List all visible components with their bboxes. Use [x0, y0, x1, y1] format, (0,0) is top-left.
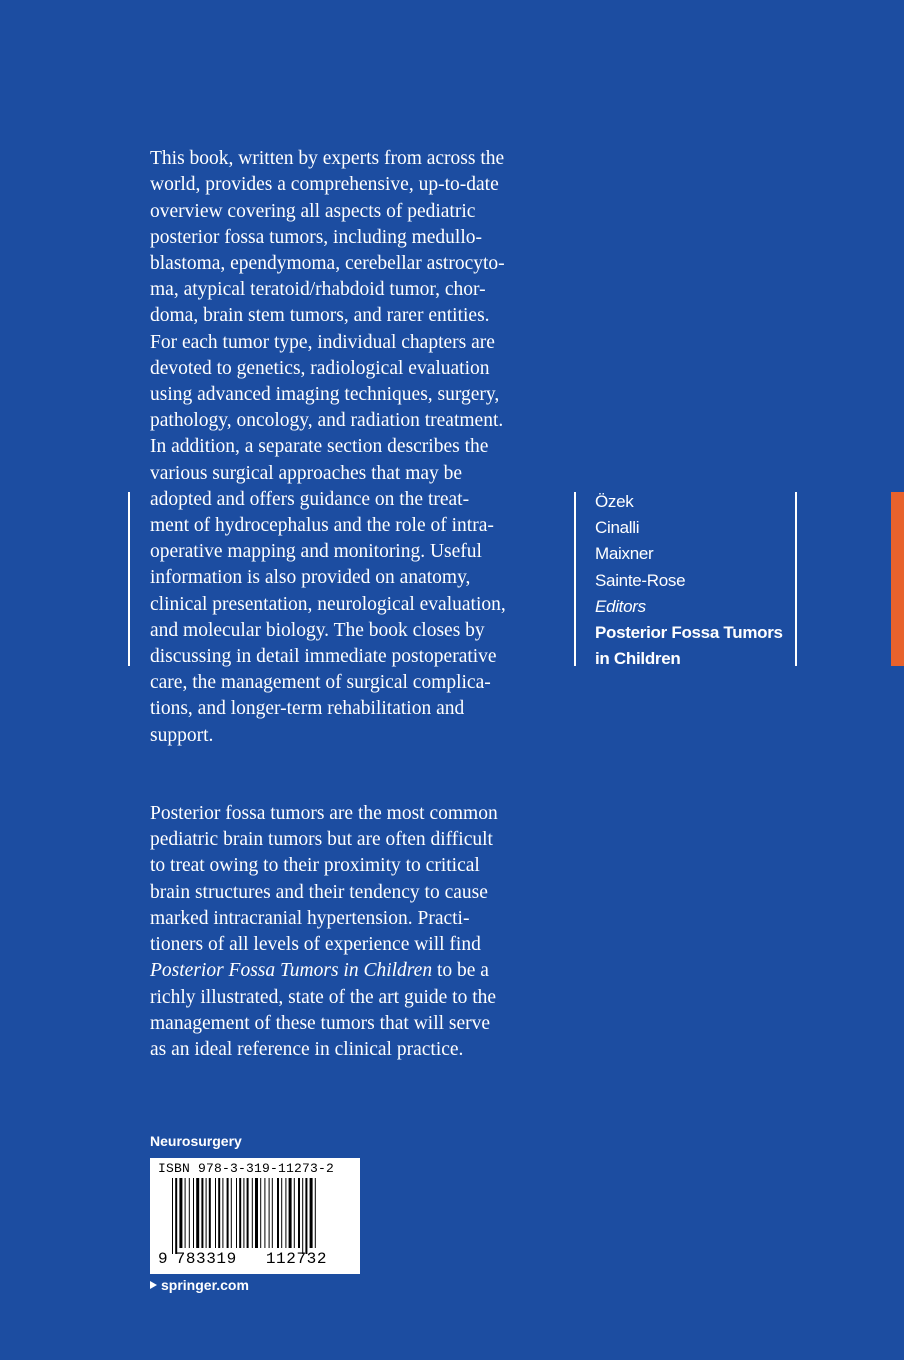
isbn-label: ISBN 978-3-319-11273-2 [158, 1161, 335, 1176]
barcode-bar [298, 1178, 300, 1248]
barcode-bar [305, 1178, 307, 1254]
barcode-bar [236, 1178, 237, 1248]
barcode-bar [247, 1178, 249, 1248]
barcode-bar [209, 1178, 211, 1248]
barcode-bar [175, 1178, 177, 1254]
barcode-bar [218, 1178, 220, 1248]
barcode-bar [222, 1178, 223, 1248]
barcode-bar [302, 1178, 303, 1254]
barcode-bar [255, 1178, 258, 1248]
barcode-bar [206, 1178, 207, 1248]
author-maixner: Maixner [595, 544, 654, 564]
editors-block [595, 489, 783, 672]
editors-label: Editors [595, 596, 646, 616]
barcode-bar [196, 1178, 199, 1248]
blurb-paragraph-2-text-b: richly illustrated, state of the art guide to the management of these tumors that will serve as an ideal reference in clinical practice. [150, 986, 497, 1060]
book-title-line-2: in Children [595, 649, 681, 669]
barcode-bar [231, 1178, 232, 1248]
barcode-bar [193, 1178, 194, 1248]
barcode-digits [158, 1250, 354, 1268]
barcode-bar [272, 1178, 273, 1248]
barcode-digit-first: 9 [158, 1250, 168, 1268]
barcode-bar [252, 1178, 253, 1248]
author-cinalli: Cinalli [595, 518, 640, 538]
barcode-bar [172, 1178, 173, 1254]
right-divider-line [795, 492, 797, 666]
blurb-paragraph-2-connector: to be a [432, 960, 489, 982]
blurb-paragraph-2 [150, 801, 570, 1063]
barcode-bar [189, 1178, 190, 1248]
barcode-bar [260, 1178, 261, 1248]
blurb [150, 120, 570, 1089]
barcode-bar [227, 1178, 229, 1248]
isbn-barcode [150, 1158, 360, 1274]
arrow-right-icon [150, 1281, 157, 1289]
barcode-bar [281, 1178, 282, 1248]
barcode-bar [277, 1178, 279, 1248]
middle-divider-line [574, 492, 576, 666]
barcode-bar [285, 1178, 286, 1248]
barcode-bar [185, 1178, 186, 1248]
barcode-bar [179, 1178, 182, 1248]
barcode-digits-right: 112732 [265, 1250, 328, 1268]
author-ozek: Özek [595, 492, 634, 511]
barcode-bar [269, 1178, 270, 1248]
blurb-paragraph-2-text-a: Posterior fossa tumors are the most common pediatric brain tumors but are often difficult to treat owing to their proximity to critical brain structures and their tendency to cause marked intracranial hypertension. Practi- tioners of all levels of experience will find [150, 803, 498, 956]
book-title-italic: Posterior Fossa Tumors in Children [150, 960, 433, 982]
barcode-digits-left: 783319 [175, 1250, 237, 1268]
barcode-bar [264, 1178, 265, 1248]
category-label: Neurosurgery [150, 1133, 242, 1149]
barcode-bar [239, 1178, 241, 1248]
barcode-bar [243, 1178, 244, 1248]
barcode-bar [315, 1178, 316, 1248]
barcode-bar [289, 1178, 292, 1248]
book-title-line-1: Posterior Fossa Tumors [595, 623, 783, 643]
left-divider-line [128, 492, 130, 666]
barcode-bar [294, 1178, 295, 1248]
barcode-bar [201, 1178, 203, 1248]
blurb-paragraph-1: This book, written by experts from across the world, provides a comprehensive, up-to-date overview covering all aspects of pediatric posterior fossa tumors, including medullo- blastoma, ependymoma, cerebellar astrocyto- ma, atypical teratoid/rhabdoid tumor, chor- doma, brain stem tumors, and rarer entities. For each tumor type, individual chapters are devoted to genetics, radiological evaluation using advanced imaging techniques, surgery, pathology, oncology, and radiation treatment. In addition, a separate section describes the various surgical approaches that may be adopted and offers guidance on the treat- ment of hydrocephalus and the role of intra- operative mapping and monitoring. Useful information is also provided on anatomy, clinical presentation, neurological evaluation, and molecular biology. The book closes by discussing in detail immediate postoperative care, the management of surgical complica- tions, and longer-term rehabilitation and support. [150, 148, 506, 746]
author-sainte-rose: Sainte-Rose [595, 570, 686, 590]
website-label: springer.com [161, 1277, 249, 1293]
barcode-bar [310, 1178, 313, 1248]
barcode-bar [215, 1178, 216, 1248]
spine-accent-tab [891, 492, 904, 666]
publisher-website[interactable] [150, 1277, 249, 1293]
